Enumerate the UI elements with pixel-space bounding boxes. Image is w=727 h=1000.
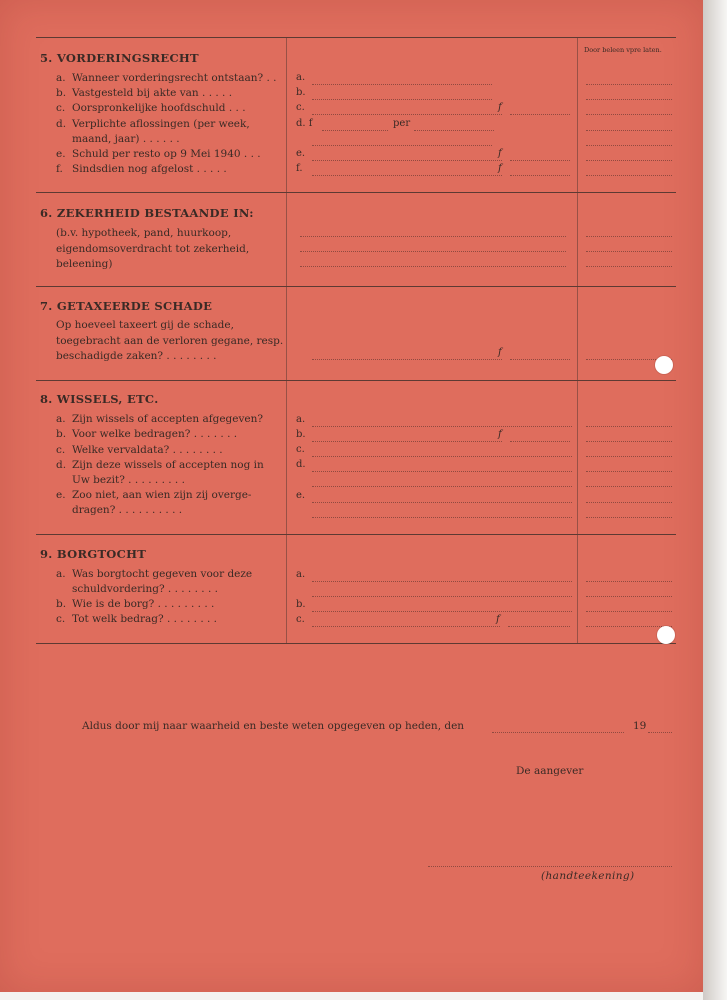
amount-line-c[interactable] — [508, 626, 570, 627]
question-row: b. Voor welke bedragen? . . . . . . . — [56, 428, 238, 440]
answer-label: b. — [296, 429, 306, 440]
section-note: (b.v. hypotheek, pand, huurkoop, eigendomsoverdracht tot zekerheid, beleening) — [56, 227, 250, 270]
bottom-rule — [36, 643, 676, 644]
column-divider — [577, 37, 578, 643]
signature-caption: (handteekening) — [541, 870, 635, 882]
punch-hole — [657, 626, 675, 644]
question-row: c. Welke vervaldata? . . . . . . . . — [56, 444, 223, 456]
answer-line-a[interactable] — [312, 84, 492, 85]
answer-line-d2[interactable] — [312, 145, 492, 146]
question-row: a. Zijn wissels of accepten afgegeven? — [56, 413, 264, 425]
currency-sign: f — [498, 102, 502, 113]
question-row: e. Zoo niet, aan wien zijn zij overge- — [56, 489, 252, 501]
answer-label: d. — [296, 459, 306, 470]
answer-line-c[interactable] — [312, 626, 500, 627]
answer-label: e. — [296, 490, 306, 501]
answer-label: c. — [296, 444, 305, 455]
amount-line[interactable] — [510, 359, 570, 360]
office-line[interactable] — [586, 611, 672, 612]
answer-label: a. — [296, 72, 306, 83]
office-line[interactable] — [586, 114, 672, 115]
section-title-borgtocht: 9. BORGTOCHT — [40, 547, 147, 561]
office-line[interactable] — [586, 175, 672, 176]
answer-line-b[interactable] — [312, 99, 492, 100]
answer-label: a. — [296, 569, 306, 580]
office-line[interactable] — [586, 145, 672, 146]
answer-line-d2[interactable] — [312, 486, 572, 487]
amount-line-f[interactable] — [510, 175, 570, 176]
office-line[interactable] — [586, 486, 672, 487]
period-line-d[interactable] — [414, 130, 494, 131]
section-divider — [36, 534, 676, 535]
office-line[interactable] — [586, 626, 672, 627]
office-line[interactable] — [586, 266, 672, 267]
answer-line-e[interactable] — [312, 160, 502, 161]
answer-line-e[interactable] — [312, 502, 572, 503]
year-line[interactable] — [648, 732, 672, 733]
section-divider — [36, 286, 676, 287]
question-row: Uw bezit? . . . . . . . . . — [72, 474, 185, 486]
question-row: a. Was borgtocht gegeven voor deze — [56, 568, 253, 580]
date-line[interactable] — [492, 732, 624, 733]
amount-line-b[interactable] — [510, 441, 570, 442]
question-row: f. Sindsdien nog afgelost . . . . . — [56, 163, 227, 175]
answer-label: f. — [296, 163, 303, 174]
currency-sign: f — [496, 614, 500, 625]
amount-line-e[interactable] — [510, 160, 570, 161]
question-row: d. Zijn deze wissels of accepten nog in — [56, 459, 264, 471]
office-line[interactable] — [586, 84, 672, 85]
answer-line-d[interactable] — [312, 471, 572, 472]
signature-line[interactable] — [428, 866, 672, 867]
question-row: schuldvordering? . . . . . . . . — [72, 583, 218, 595]
question-row: b. Wie is de borg? . . . . . . . . . — [56, 598, 215, 610]
currency-sign: f — [498, 347, 502, 358]
answer-label: c. — [296, 102, 305, 113]
question-row: c. Oorspronkelijke hoofdschuld . . . — [56, 102, 246, 114]
answer-label: b. — [296, 599, 306, 610]
office-line[interactable] — [586, 130, 672, 131]
declarant-label: De aangever — [516, 765, 584, 777]
currency-sign: f — [498, 148, 502, 159]
answer-label: c. — [296, 614, 305, 625]
declaration-text: Aldus door mij naar waarheid en beste weten opgegeven op heden, den — [82, 720, 465, 732]
amount-line-c[interactable] — [510, 114, 570, 115]
office-line[interactable] — [586, 502, 672, 503]
question-row: d. Verplichte aflossingen (per week, — [56, 118, 250, 130]
section-title-wissels: 8. WISSELS, ETC. — [40, 392, 159, 406]
year-prefix: 19 — [633, 720, 647, 732]
office-line[interactable] — [586, 99, 672, 100]
currency-sign: f — [498, 163, 502, 174]
column-header-note: Door beleen vpre laten. — [584, 46, 662, 54]
section-title-getaxeerde-schade: 7. GETAXEERDE SCHADE — [40, 299, 213, 313]
office-line[interactable] — [586, 426, 672, 427]
top-rule — [36, 37, 676, 38]
per-label: per — [393, 118, 411, 129]
answer-line-a2[interactable] — [312, 596, 572, 597]
office-line[interactable] — [586, 236, 672, 237]
office-line[interactable] — [586, 581, 672, 582]
answer-line-e2[interactable] — [312, 517, 572, 518]
answer-label: e. — [296, 148, 306, 159]
amount-line-d[interactable] — [322, 130, 388, 131]
column-divider — [286, 37, 287, 643]
answer-line-b[interactable] — [312, 611, 572, 612]
section-title-vorderingsrecht: 5. VORDERINGSRECHT — [40, 51, 199, 65]
answer-line[interactable] — [300, 251, 566, 252]
answer-line-a[interactable] — [312, 426, 572, 427]
answer-label: b. — [296, 87, 306, 98]
office-line[interactable] — [586, 441, 672, 442]
question-row: e. Schuld per resto op 9 Mei 1940 . . . — [56, 148, 261, 160]
office-line[interactable] — [586, 517, 672, 518]
question-row: maand, jaar) . . . . . . — [72, 133, 180, 145]
office-line[interactable] — [586, 471, 672, 472]
answer-label: a. — [296, 414, 306, 425]
answer-line[interactable] — [300, 236, 566, 237]
section-note: Op hoeveel taxeert gij de schade, toegebracht aan de verloren gegane, resp. beschadigde zaken? . . . . . . . . — [56, 319, 284, 362]
punch-hole — [655, 356, 673, 374]
office-line[interactable] — [586, 160, 672, 161]
answer-line-c[interactable] — [312, 114, 502, 115]
scan-edge — [703, 0, 727, 1000]
question-row: c. Tot welk bedrag? . . . . . . . . — [56, 613, 218, 625]
office-line[interactable] — [586, 456, 672, 457]
answer-line[interactable] — [300, 266, 566, 267]
answer-line-b[interactable] — [312, 441, 502, 442]
answer-line-a[interactable] — [312, 581, 572, 582]
section-divider — [36, 380, 676, 381]
office-line[interactable] — [586, 596, 672, 597]
section-title-zekerheid: 6. ZEKERHEID BESTAANDE IN: — [40, 206, 254, 220]
answer-line-c[interactable] — [312, 456, 572, 457]
answer-label: d. f — [296, 118, 313, 129]
currency-sign: f — [498, 429, 502, 440]
answer-line[interactable] — [312, 359, 502, 360]
question-row: b. Vastgesteld bij akte van . . . . . — [56, 87, 233, 99]
question-row: a. Wanneer vorderingsrecht ontstaan? . . — [56, 72, 277, 84]
question-row: dragen? . . . . . . . . . . — [72, 504, 183, 516]
answer-line-f[interactable] — [312, 175, 502, 176]
office-line[interactable] — [586, 251, 672, 252]
section-divider — [36, 192, 676, 193]
